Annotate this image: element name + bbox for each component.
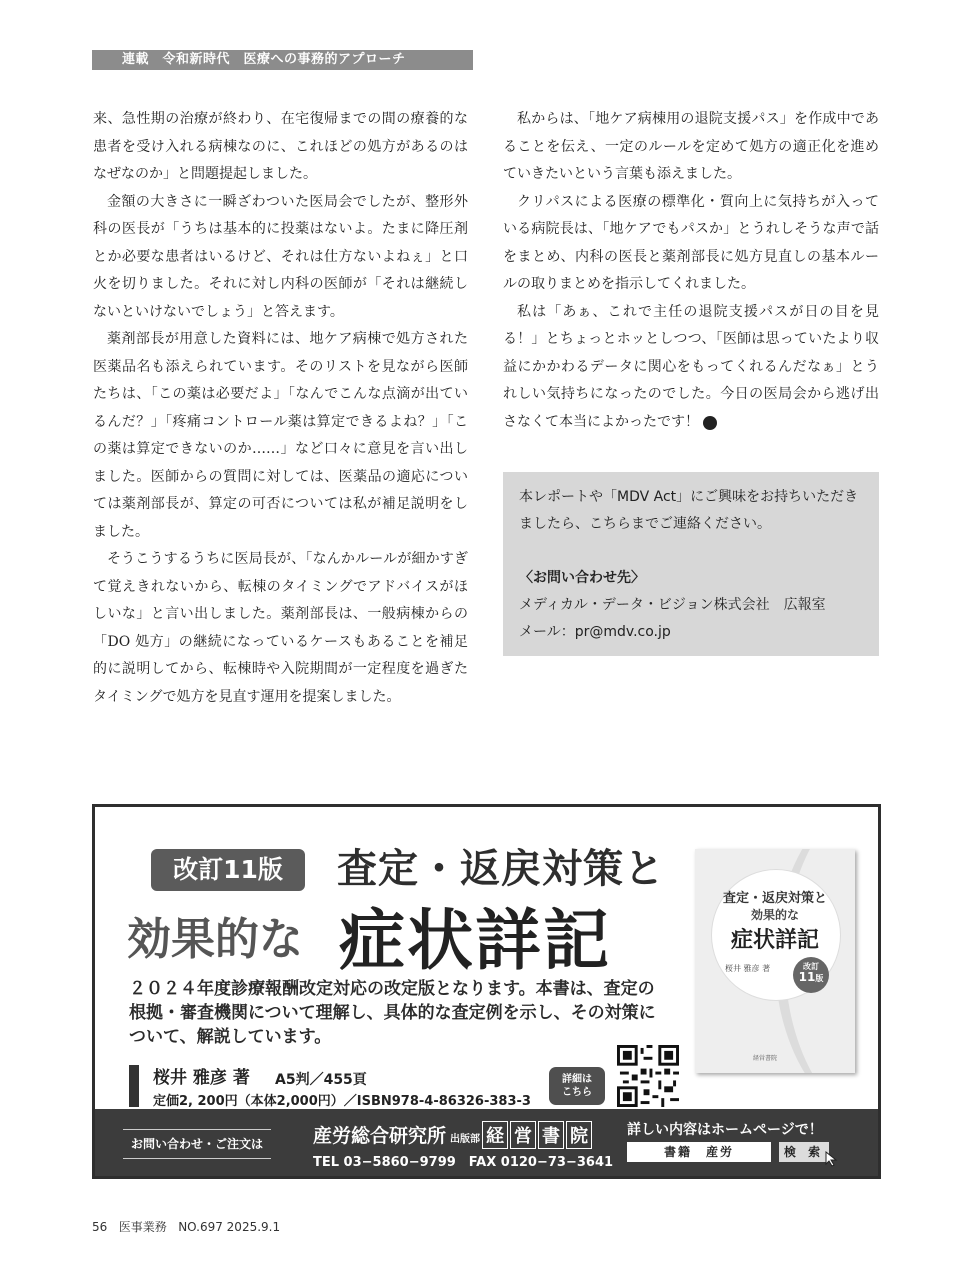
contact-info-box	[503, 472, 879, 656]
article-paragraph-last	[503, 299, 879, 437]
contact-heading: 〈お問い合わせ先〉	[519, 570, 645, 586]
contact-company: メディカル・データ・ビジョン株式会社 広報室	[519, 597, 826, 613]
publisher-division: 出版部	[450, 1134, 481, 1145]
contact-email[interactable]: メール：pr@mdv.co.jp	[519, 624, 671, 640]
cover-publisher: 経営書院	[753, 1055, 778, 1062]
brand-char: 書	[538, 1121, 564, 1149]
details-button[interactable]	[549, 1067, 605, 1105]
author-accent-bar	[129, 1065, 139, 1107]
series-title: 連載 令和新時代 医療への事務的アプローチ	[122, 52, 406, 67]
details-button-line2: こちら	[562, 1087, 592, 1098]
cover-badge-line1: 改訂	[803, 962, 819, 971]
article-paragraph: 来、急性期の治療が終わり、在宅復帰までの間の療養的な患者を受け入れる病棟なのに、これほどの処方があるのはなぜなのか」と問題提起しました。	[93, 111, 468, 182]
page-number: 56	[92, 1220, 108, 1234]
article-paragraph: 私からは、「地ケア病棟用の退院支援パス」を作成中であることを伝え、一定のルールを定めて処方の適正化を進めていきたいという言葉も添えました。	[503, 111, 879, 182]
ad-title-line1: 査定・返戻対策と	[337, 846, 665, 892]
ad-footer-bar	[95, 1109, 878, 1176]
brand-char: 経	[482, 1121, 508, 1149]
ad-price: 定価2, 200円（本体2,000円）／ISBN978-4-86326-383-3	[153, 1094, 531, 1109]
ad-format: A5判／455頁	[275, 1072, 367, 1088]
search-input[interactable]: 書籍 産労	[627, 1142, 771, 1162]
ad-title-line2-big: 症状詳記	[339, 902, 611, 979]
end-mark-icon: M	[703, 416, 717, 430]
tel-fax: TEL 03−5860−9799 FAX 0120−73−3641	[313, 1155, 614, 1170]
ad-author: 桜井 雅彦 著	[153, 1068, 250, 1088]
article-paragraph: そうこうするうちに医局長が、「なんかルールが細かすぎて覚えきれないから、転棟のタイミングでアドバイスがほしいな」と言い出しました。薬剤部長は、一般病棟からの「DO 処方」の継続になっているケースもあることを補足的に説明してから、転棟時や入院期間が一定程度を過ぎたタイミングで処方を見直す運用を提案しました。	[93, 551, 468, 705]
article-paragraph: 薬剤部長が用意した資料には、地ケア病棟で処方された医薬品名も添えられています。そのリストを見ながら医師たちは、「この薬は必要だよ」「なんでこんな点滴が出ているんだ？」「疼痛コントロール薬は算定できるよね？」「この薬は算定できないのか……」など口々に意見を言い出しました。医師からの質問に対しては、医薬品の適応については薬剤部長が、算定の可否については私が補足説明をしました。	[93, 331, 468, 540]
contact-intro: 本レポートや「MDV Act」にご興味をお持ちいただきましたら、こちらまでご連絡ください。	[519, 489, 859, 532]
article-paragraph: クリパスによる医療の標準化・質向上に気持ちが入っている病院長は、「地ケアでもパスか」とうれしそうな声で話をまとめ、内科の医長と薬剤部長に処方見直しの基本ルールの取りまとめを指示してくれました。	[503, 193, 879, 292]
brand-char: 営	[510, 1121, 536, 1149]
issue-info: NO.697 2025.9.1	[178, 1220, 281, 1234]
series-header-bar	[92, 50, 473, 70]
homepage-text: 詳しい内容はホームページで！	[627, 1122, 823, 1138]
article-right-column	[503, 106, 879, 436]
article-paragraph: 金額の大きさに一瞬ざわついた医局会でしたが、整形外科の医長が「うちは基本的に投薬はないよ。たまに降圧剤とか必要な患者はいるけど、それは仕方ないよねぇ」と口火を切りました。それに対し内科の医師が「それは継続しないといけないでしょう」と答えます。	[93, 193, 468, 320]
cover-author: 桜井 雅彦 著	[725, 964, 771, 973]
inquiry-label: お問い合わせ・ご注文は	[123, 1129, 271, 1159]
brand-char: 院	[566, 1121, 592, 1149]
ad-description: ２０２４年度診療報酬改定対応の改定版となります。本書は、査定の根拠・審査機関について理解し、具体的な査定例を示し、その対策について、解説しています。	[129, 979, 656, 1047]
book-cover-image	[695, 849, 855, 1073]
edition-badge: 改訂11版	[151, 849, 305, 891]
cover-title-line1: 査定・返戻対策と	[722, 891, 827, 906]
book-advertisement	[92, 804, 881, 1179]
page-footer	[92, 1218, 280, 1235]
cover-badge-line3: 版	[815, 974, 824, 983]
ad-title-line2-small: 効果的な	[127, 914, 303, 965]
qr-code-icon[interactable]	[617, 1045, 679, 1107]
cover-badge-line2: 11	[798, 970, 816, 984]
cover-title-line3: 症状詳記	[730, 928, 819, 953]
publisher-company: 産労総合研究所	[313, 1125, 447, 1147]
cover-title-line2: 効果的な	[750, 908, 799, 922]
article-left-column	[93, 106, 468, 711]
publisher-name	[313, 1121, 592, 1149]
article-paragraph-text: 私は「あぁ、これで主任の退院支援パスが日の目を見る！」とちょっとホッとしつつ、「医師は思っていたより収益にかかわるデータに関心をもってくれるんだなぁ」とうれしい気持ちになったのでした。今日の医局会から逃げ出さなくて本当によかったです！	[503, 303, 879, 430]
cursor-arrow-icon	[825, 1151, 839, 1167]
search-button[interactable]: 検 索	[779, 1142, 829, 1162]
details-button-line1: 詳細は	[562, 1074, 592, 1085]
cover-edition-badge	[793, 957, 829, 993]
journal-name: 医事業務	[118, 1220, 167, 1234]
